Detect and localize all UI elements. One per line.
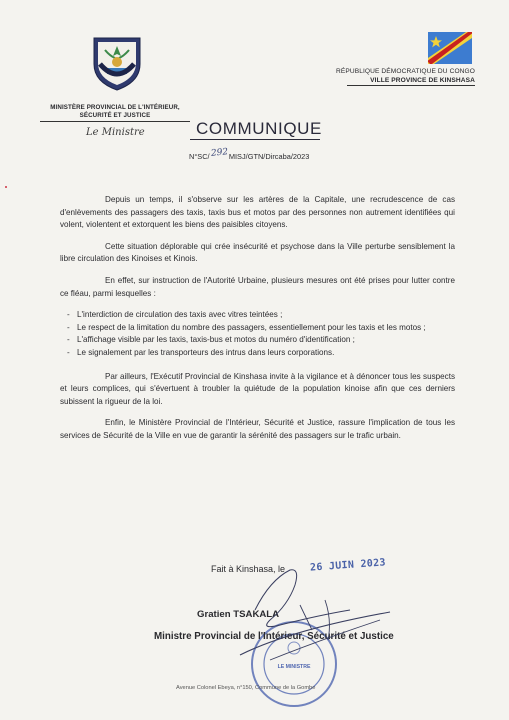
measure-item: - L'interdiction de circulation des taxis avec vitres teintées ; — [60, 309, 455, 322]
measures-list — [60, 309, 455, 359]
republic-name: RÉPUBLIQUE DÉMOCRATIQUE DU CONGO — [336, 68, 475, 75]
reference-handwritten: 292 — [210, 147, 229, 159]
measure-item: - Le signalement par les transporteurs des intrus dans leurs corporations. — [60, 347, 455, 360]
handwritten-signature-icon — [200, 560, 400, 670]
signatory-title: Ministre Provincial de l'Intérieur, Sécurité et Justice — [154, 631, 394, 642]
republic-header — [325, 68, 475, 85]
measure-item: - L'affichage visible par les taxis, taxis-bus et motos du numéro d'identification ; — [60, 334, 455, 347]
footer-address: Avenue Colonel Ebeya, n°150, Commune de la Gombe — [176, 685, 316, 691]
document-title: COMMUNIQUE — [196, 119, 322, 138]
signatory-name: Gratien TSAKALA — [197, 609, 280, 620]
office-label: Le Ministre — [86, 127, 145, 138]
ministry-divider — [40, 121, 190, 122]
ministry-heading: MINISTÈRE PROVINCIAL DE L'INTÉRIEUR, SÉCURITÉ ET JUSTICE — [50, 104, 180, 119]
paragraph-situation: Cette situation déplorable qui crée insécurité et psychose dans la Ville perturbe sensiblement la libre circulation des Kinoises et Kinois. — [60, 241, 455, 264]
date-stamp: 26 JUIN 2023 — [309, 557, 387, 574]
kinshasa-seal-icon — [88, 34, 146, 92]
drc-flag-icon — [428, 32, 472, 64]
reference-number — [189, 147, 310, 162]
reference-suffix: MISJ/GTN/Dircaba/2023 — [228, 152, 310, 161]
paragraph-intro: Depuis un temps, il s'observe sur les artères de la Capitale, une recrudescence de cas d'enlèvements des passagers des taxis, taxis bus et motos par des personnes non autrement identifiées qui volent, violentent et extorquent les biens des paisibles citoyens. — [60, 195, 455, 230]
title-underline — [190, 139, 320, 140]
republic-divider — [347, 85, 475, 86]
margin-mark — [5, 186, 7, 188]
measure-item: - Le respect de la limitation du nombre des passagers, essentiellement pour les taxis et les motos ; — [60, 322, 455, 335]
place-line: Fait à Kinshasa, le — [211, 564, 286, 574]
stamp-center-text: LE MINISTRE — [277, 664, 311, 670]
paragraph-vigilance: Par ailleurs, l'Exécutif Provincial de Kinshasa invite à la vigilance et à dénoncer tous les suspects et leurs complices, qui s'évertuent à troubler la quiétude de la population kinoise afin que ces derniers subissent la rigueur de la loi. — [60, 371, 455, 406]
reference-prefix: N°SC/ — [189, 152, 210, 161]
paragraph-measures-intro: En effet, sur instruction de l'Autorité Urbaine, plusieurs mesures ont été prises pour lutter contre ce fléau, parmi lesquelles : — [60, 275, 455, 298]
paragraph-conclusion: Enfin, le Ministère Provincial de l'Intérieur, Sécurité et Justice, rassure l'implication de tous les services de Sécurité de la Ville en vue de garantir la sérénité des passagers sur le trafic urbain. — [60, 418, 455, 440]
communique-body — [60, 194, 455, 452]
province-name: VILLE PROVINCE DE KINSHASA — [370, 76, 475, 84]
